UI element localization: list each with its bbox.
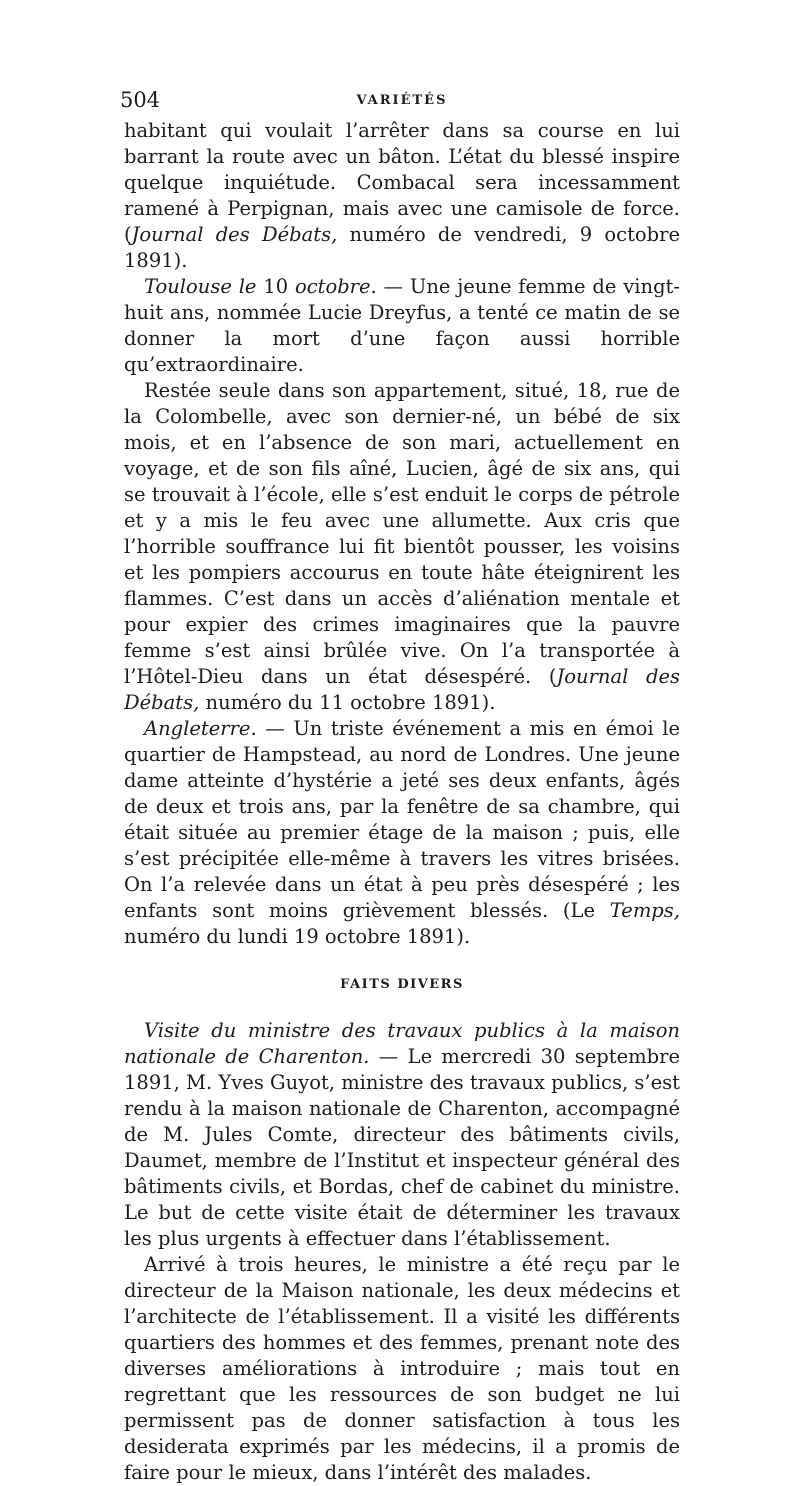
document-page [120, 88, 680, 1486]
paragraph-text: Arrivé à trois heures, le ministre a été reçu par le directeur de la Maison nationale, les deux médecins et l’architecte de l’établissement. Il a visité les différents quartiers des hommes et des femmes, prenant note des diverses améliorations à introduire ; mais tout en regrettant que les ressources de son budget ne lui permissent pas de donner satisfaction à tous les desiderata exprimés par les médecins, il a promis de faire pour le mieux, dans l’intérêt des malades. [124, 1253, 680, 1484]
paragraph-text: — Le mercredi 30 septembre 1891, M. Yves Guyot, ministre des travaux publics, s’est rendu à la maison nationale de Charenton, accompagné de M. Jules Comte, directeur des bâtiments civils, Daumet, membre de l’Institut et inspecteur général des bâtiments civils, et Bordas, chef de cabinet du ministre. Le but de cette visite était de déterminer les travaux les plus urgents à effectuer dans l’établissement. [124, 1045, 680, 1250]
paragraph-5 [124, 1018, 680, 1252]
paragraph-text: — Un triste événement a mis en émoi le quartier de Hampstead, au nord de Londres. Une jeune dame atteinte d’hystérie a jeté ses deux enfants, âgés de deux et trois ans, par la fenêtre de sa chambre, qui était située au premier étage de la maison ; puis, elle s’est précipitée elle-même à travers les vitres brisées. On l’a relevée dans un état à peu près désespéré ; les enfants sont moins grièvement blessés. (Le [124, 717, 680, 922]
dateline: Angleterre. [144, 717, 257, 740]
dateline: octobre. [294, 275, 377, 298]
source-citation: Journal des Débats, [131, 223, 338, 246]
paragraph-6 [124, 1252, 680, 1486]
paragraph-text: numéro du lundi 19 octobre 1891). [124, 925, 471, 948]
paragraph-4 [124, 716, 680, 950]
page-number: 504 [120, 88, 161, 112]
dateline-number: 10 [256, 275, 295, 298]
article-heading: Visite du ministre des travaux publics à la maison nationale de Charenton. [124, 1019, 680, 1068]
paragraph-text: habitant qui voulait l’arrêter dans sa course en lui barrant la route avec un bâton. L’état du blessé inspire quelque inquiétude. Combacal sera incessamment ramené à Perpignan, mais avec une camisole de force. ( [124, 119, 680, 246]
section-title: FAITS DIVERS [340, 977, 464, 992]
paragraph-3 [124, 378, 680, 716]
paragraph-2 [124, 274, 680, 378]
article-body [124, 118, 680, 1486]
running-title: VARIÉTÉS [356, 93, 448, 108]
running-head [120, 88, 680, 118]
source-citation: Temps, [609, 899, 680, 922]
paragraph-text: numéro du 11 octobre 1891). [199, 691, 496, 714]
dateline: Toulouse le [144, 275, 257, 298]
paragraph-text: Restée seule dans son appartement, situé, 18, rue de la Colombelle, avec son dernier-né, un bébé de six mois, et en l’absence de son mari, actuellement en voyage, et de son fils aîné, Lucien, âgé de six ans, qui se trouvait à l’école, elle s’est enduit le corps de pétrole et y a mis le feu avec une allumette. Aux cris que l’horrible souffrance lui fit bientôt pousser, les voisins et les pompiers accourus en toute hâte éteignirent les flammes. C’est dans un accès d’aliénation mentale et pour expier des crimes imaginaires que la pauvre femme s’est ainsi brûlée vive. On l’a transportée à l’Hôtel-Dieu dans un état désespéré. ( [124, 379, 680, 688]
source-citation: Journal des Débats, [124, 665, 680, 714]
paragraph-text: numéro de vendredi, 9 octobre 1891). [124, 223, 680, 272]
paragraph-1 [124, 118, 680, 274]
paragraph-text: — Une jeune femme de vingt-huit ans, nommée Lucie Dreyfus, a tenté ce matin de se donner la mort d’une façon aussi horrible qu’extraordinaire. [124, 275, 680, 376]
